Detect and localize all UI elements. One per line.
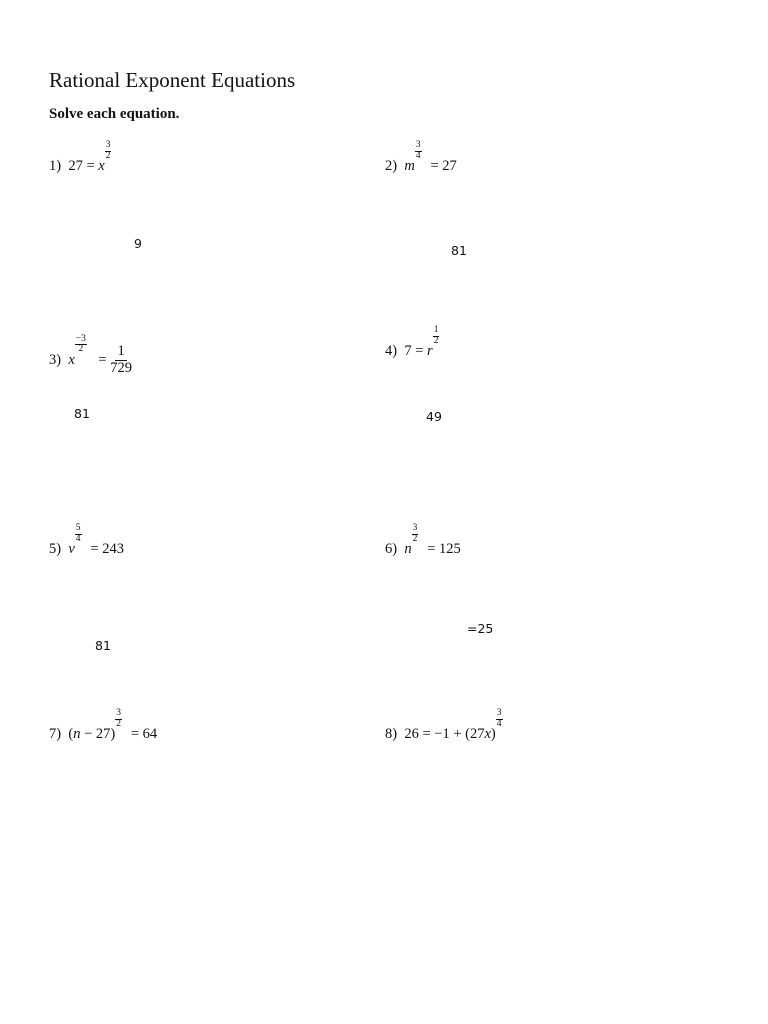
instructions: Solve each equation. (49, 106, 180, 122)
exponent-numerator: 5 (75, 523, 81, 533)
paren-open: (27 (465, 726, 485, 742)
equation-rhs: = 64 (130, 726, 158, 742)
exponent-denominator: 2 (105, 150, 111, 161)
problem-2 (385, 140, 457, 174)
problem-5 (49, 523, 124, 557)
problem-label: 5) (49, 541, 62, 557)
problem-8 (385, 708, 508, 742)
problem-label: 2) (385, 158, 398, 174)
problem-label: 6) (385, 541, 398, 557)
answer-1: 9 (134, 236, 142, 251)
exponent-numerator: 3 (116, 708, 121, 718)
answer-4: 49 (426, 409, 442, 424)
paren-open: ( (68, 726, 74, 742)
equation-rhs: = 243 (90, 541, 124, 557)
exponent-numerator: 3 (412, 523, 418, 533)
answer-5: 81 (95, 638, 111, 653)
exponent-denominator: 4 (415, 150, 421, 161)
equation-rhs: = 125 (427, 541, 461, 557)
fraction-denominator: 729 (110, 359, 132, 376)
variable: n (73, 726, 81, 742)
problem-label: 7) (49, 726, 62, 742)
problem-label: 3) (49, 351, 62, 368)
equation-lhs: 26 = −1 + (404, 726, 462, 742)
problem-label: 4) (385, 343, 398, 359)
answer-6: =25 (467, 621, 494, 636)
variable: r (427, 343, 433, 359)
exponent-denominator: 2 (116, 718, 121, 729)
exponent-numerator: 1 (433, 325, 439, 335)
problem-label: 8) (385, 726, 398, 742)
paren-rest: ) (490, 726, 496, 742)
variable: x (484, 726, 491, 742)
variable: x (68, 351, 75, 368)
problem-label: 1) (49, 158, 62, 174)
answer-2: 81 (451, 243, 467, 258)
exponent-denominator: 2 (78, 344, 84, 355)
variable: x (98, 158, 105, 174)
variable: m (404, 158, 415, 174)
exponent-numerator: 3 (496, 708, 502, 718)
variable: v (68, 541, 75, 557)
exponent-denominator: 2 (412, 533, 418, 544)
equation-lhs: 27 = (68, 158, 95, 174)
answer-3: 81 (74, 406, 90, 421)
exponent-numerator: −3 (75, 333, 86, 344)
problem-4 (385, 325, 445, 359)
exponent-numerator: 3 (105, 140, 111, 150)
worksheet-title: Rational Exponent Equations (49, 68, 296, 92)
fraction (110, 344, 132, 377)
equation-rhs: = 27 (430, 158, 457, 174)
problem-1 (49, 140, 117, 174)
equation-lhs: 7 = (404, 343, 424, 359)
equation-rhs: = (98, 351, 107, 368)
exponent-numerator: 3 (415, 140, 421, 150)
variable: n (404, 541, 412, 557)
problem-3 (49, 333, 132, 377)
paren-rest: − 27) (80, 726, 116, 742)
exponent-denominator: 4 (75, 533, 81, 544)
problem-6 (385, 523, 461, 557)
exponent-denominator: 4 (496, 718, 502, 729)
fraction-numerator: 1 (117, 343, 125, 359)
exponent-denominator: 2 (433, 335, 439, 346)
problem-7 (49, 708, 158, 742)
